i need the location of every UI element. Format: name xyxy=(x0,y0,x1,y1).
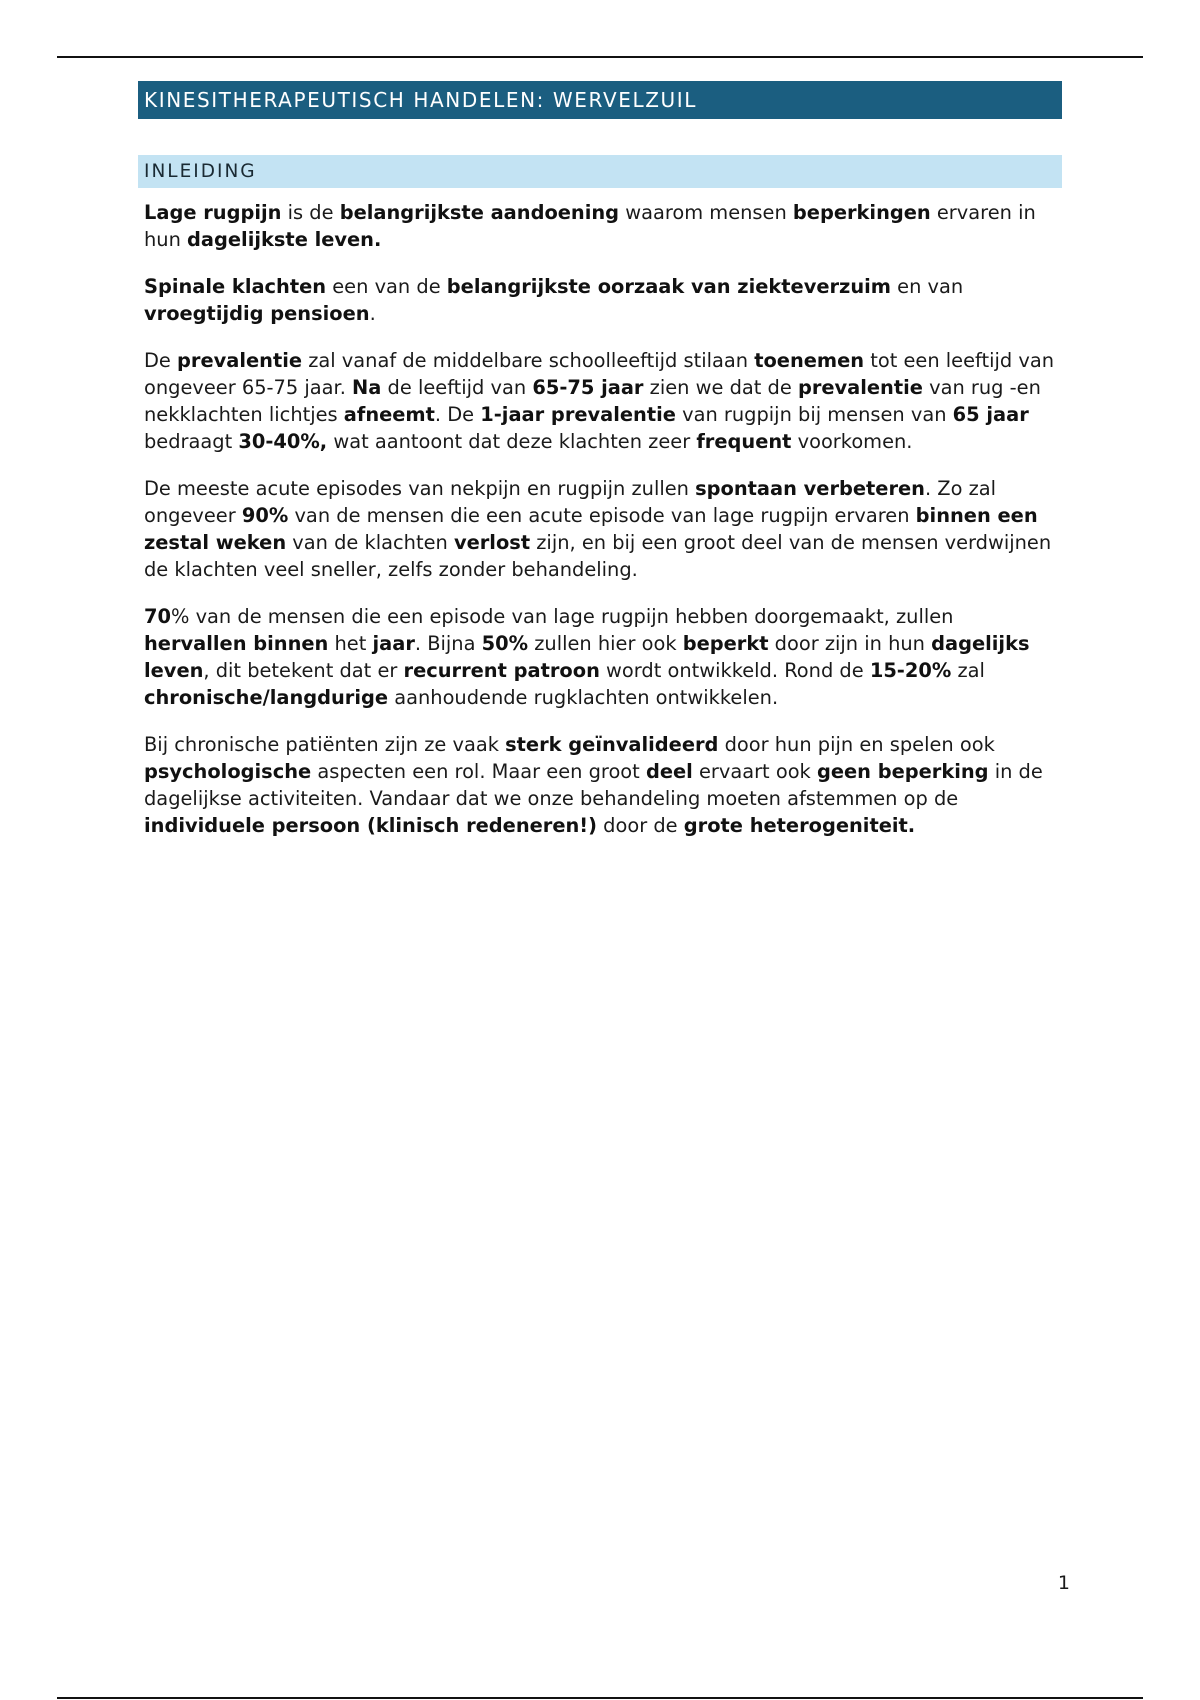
paragraph xyxy=(144,731,1062,839)
top-rule xyxy=(57,56,1143,58)
bold-text-run: grote heterogeniteit. xyxy=(683,814,916,837)
bold-text-run: individuele persoon (klinisch redeneren!) xyxy=(144,814,598,837)
section-heading: INLEIDING xyxy=(144,161,257,182)
text-run: van de mensen die een acute episode van lage rugpijn ervaren xyxy=(288,504,916,527)
bold-text-run: afneemt xyxy=(343,403,435,426)
text-run: De meeste acute episodes van nekpijn en rugpijn zullen xyxy=(144,477,696,500)
paragraph xyxy=(144,273,1062,327)
bold-text-run: 30-40%, xyxy=(238,430,328,453)
text-run: zal xyxy=(951,659,985,682)
text-run: de leeftijd van xyxy=(381,376,533,399)
bold-text-run: belangrijkste aandoening xyxy=(339,201,620,224)
text-run: zal vanaf de middelbare schoolleeftijd stilaan xyxy=(302,349,755,372)
bold-text-run: toenemen xyxy=(754,349,865,372)
text-run: . xyxy=(369,302,376,325)
page-number: 1 xyxy=(1057,1572,1070,1594)
bold-text-run: jaar xyxy=(372,632,415,655)
bold-text-run: verlost xyxy=(453,531,531,554)
bold-text-run: psychologische xyxy=(144,760,312,783)
bold-text-run: chronische/langdurige xyxy=(144,686,389,709)
text-run: door zijn in hun xyxy=(768,632,932,655)
text-run: zien we dat de xyxy=(643,376,798,399)
bold-text-run: 65 jaar xyxy=(952,403,1029,426)
text-run: van rugpijn bij mensen van xyxy=(675,403,953,426)
bold-text-run: Spinale klachten xyxy=(144,275,327,298)
bold-text-run: prevalentie xyxy=(797,376,923,399)
bold-text-run: beperkingen xyxy=(792,201,931,224)
bold-text-run: hervallen binnen xyxy=(144,632,329,655)
text-run: aanhoudende rugklachten ontwikkelen. xyxy=(388,686,779,709)
text-run: De xyxy=(144,349,178,372)
bold-text-run: 70 xyxy=(144,605,171,628)
section-heading-bar xyxy=(138,155,1062,188)
text-run: door de xyxy=(597,814,684,837)
paragraph xyxy=(144,475,1062,583)
text-run: zijn, en bij een groot deel van de mensen verdwijnen de klachten veel sneller, zelfs zonder behandeling. xyxy=(144,531,1052,581)
bold-text-run: recurrent patroon xyxy=(403,659,600,682)
bold-text-run: binnen een zestal weken xyxy=(144,504,1038,554)
bold-text-run: frequent xyxy=(696,430,792,453)
text-run: van rug -en nekklachten lichtjes xyxy=(144,376,1041,426)
document-title: KINESITHERAPEUTISCH HANDELEN: WERVELZUIL xyxy=(144,88,697,112)
bold-text-run: dagelijks leven xyxy=(144,632,1030,682)
bold-text-run: prevalentie xyxy=(177,349,303,372)
text-run: . Zo zal ongeveer xyxy=(144,477,997,527)
document-body xyxy=(144,199,1062,859)
bold-text-run: sterk geïnvalideerd xyxy=(505,733,719,756)
text-run: wordt ontwikkeld. Rond de xyxy=(599,659,870,682)
text-run: door hun pijn en spelen ook xyxy=(718,733,995,756)
text-run: , dit betekent dat er xyxy=(203,659,404,682)
text-run: voorkomen. xyxy=(791,430,913,453)
bold-text-run: deel xyxy=(645,760,693,783)
paragraph xyxy=(144,199,1062,253)
bold-text-run: beperkt xyxy=(682,632,769,655)
bold-text-run: 15-20% xyxy=(869,659,952,682)
paragraph xyxy=(144,347,1062,455)
text-run: in de dagelijkse activiteiten. Vandaar dat we onze behandeling moeten afstemmen op de xyxy=(144,760,1043,810)
text-run: waarom mensen xyxy=(619,201,793,224)
bold-text-run: 1-jaar prevalentie xyxy=(480,403,676,426)
text-run: en van xyxy=(891,275,964,298)
bold-text-run: 50% xyxy=(481,632,529,655)
bold-text-run: vroegtijdig pensioen xyxy=(144,302,370,325)
text-run: van de klachten xyxy=(286,531,454,554)
text-run: het xyxy=(328,632,373,655)
text-run: % van de mensen die een episode van lage rugpijn hebben doorgemaakt, zullen xyxy=(170,605,954,628)
bold-text-run: spontaan verbeteren xyxy=(695,477,925,500)
text-run: is de xyxy=(281,201,340,224)
text-run: tot een leeftijd van ongeveer 65-75 jaar. xyxy=(144,349,1055,399)
paragraph xyxy=(144,603,1062,711)
document-title-bar xyxy=(138,81,1062,119)
bottom-rule xyxy=(57,1697,1143,1699)
text-run: wat aantoont dat deze klachten zeer xyxy=(327,430,697,453)
text-run: aspecten een rol. Maar een groot xyxy=(311,760,646,783)
text-run: . Bijna xyxy=(414,632,482,655)
bold-text-run: dagelijkste leven. xyxy=(187,228,382,251)
text-run: ervaart ook xyxy=(692,760,817,783)
text-run: zullen hier ook xyxy=(528,632,683,655)
text-run: ervaren in hun xyxy=(144,201,1036,251)
bold-text-run: 90% xyxy=(241,504,289,527)
bold-text-run: belangrijkste oorzaak van ziekteverzuim xyxy=(446,275,891,298)
text-run: een van de xyxy=(326,275,447,298)
bold-text-run: 65-75 jaar xyxy=(532,376,644,399)
bold-text-run: Lage rugpijn xyxy=(144,201,282,224)
text-run: bedraagt xyxy=(144,430,239,453)
bold-text-run: Na xyxy=(352,376,382,399)
text-run: . De xyxy=(434,403,481,426)
bold-text-run: geen beperking xyxy=(816,760,989,783)
text-run: Bij chronische patiënten zijn ze vaak xyxy=(144,733,506,756)
